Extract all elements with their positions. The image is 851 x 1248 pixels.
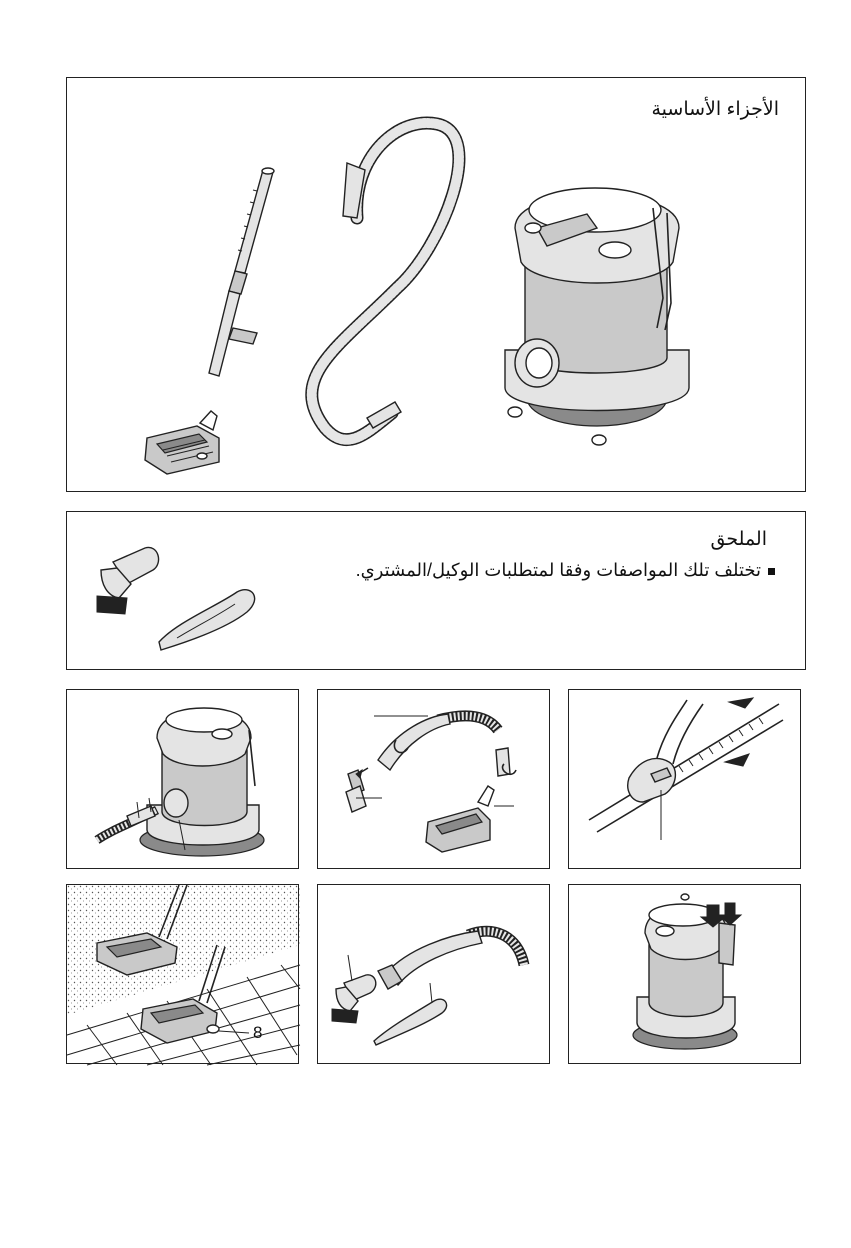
- figure-6-illustration: [569, 885, 802, 1065]
- figure-2-illustration: [318, 690, 551, 870]
- accessories-note-text: تختلف تلك المواصفات وفقا لمتطلبات الوكيل/المشتري.: [355, 560, 761, 580]
- figure-3-illustration: [569, 690, 802, 870]
- flexible-hose: [312, 123, 459, 440]
- basic-parts-title: الأجزاء الأساسية: [651, 99, 779, 120]
- figure-1-illustration: [67, 690, 300, 870]
- vacuum-body: [505, 188, 689, 445]
- dusting-brush: [97, 547, 159, 614]
- figure-cord-storage: [568, 884, 801, 1064]
- figure-telescopic-adjust: [568, 689, 801, 869]
- crevice-nozzle: [159, 590, 255, 650]
- accessories-title: الملحق: [710, 529, 767, 550]
- basic-parts-illustration: [67, 78, 807, 493]
- figure-5-illustration: [318, 885, 551, 1065]
- figure-floor-nozzle-lever: [66, 884, 299, 1064]
- accessories-panel: [66, 511, 806, 670]
- accessories-illustration: [67, 512, 807, 671]
- figure-4-illustration: [67, 885, 300, 1065]
- callout-number: 8: [253, 1023, 263, 1042]
- telescopic-tube: [209, 168, 274, 376]
- figure-vacuum-hose-connection: [66, 689, 299, 869]
- basic-parts-panel: [66, 77, 806, 492]
- figure-accessory-attach: [317, 884, 550, 1064]
- floor-nozzle: [145, 411, 219, 474]
- figure-tube-assembly: [317, 689, 550, 869]
